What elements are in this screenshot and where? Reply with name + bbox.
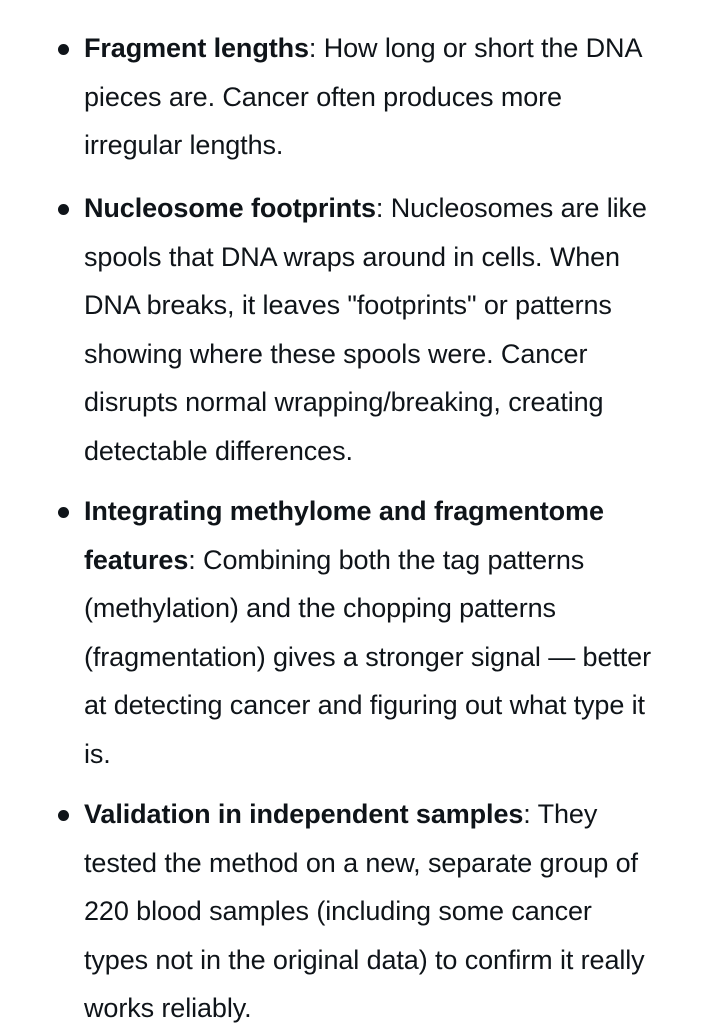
list-item-text bbox=[84, 487, 696, 778]
item-line: disrupts normal wrapping/breaking, creating bbox=[84, 387, 604, 417]
list-item-text bbox=[84, 790, 696, 1033]
list-item-text bbox=[84, 184, 696, 475]
bullet-dot bbox=[58, 810, 69, 821]
item-title: Validation in independent samples bbox=[84, 799, 524, 829]
bullet-dot bbox=[58, 44, 69, 55]
item-line: 220 blood samples (including some cancer bbox=[84, 896, 592, 926]
list-item-text bbox=[84, 24, 696, 170]
item-line: works reliably. bbox=[84, 993, 252, 1023]
item-line: showing where these spools were. Cancer bbox=[84, 338, 588, 369]
item-line: detectable differences. bbox=[84, 435, 353, 466]
item-line: irregular lengths. bbox=[84, 130, 284, 160]
item-line: : How long or short the DNA bbox=[308, 33, 643, 63]
item-line: : Combining both the tag patterns bbox=[188, 544, 585, 575]
item-title: Nucleosome footprints bbox=[84, 193, 376, 223]
item-line: (methylation) and the chopping patterns bbox=[84, 593, 556, 623]
item-title-line: Integrating methylome and fragmentome bbox=[84, 496, 604, 526]
item-title: Fragment lengths bbox=[84, 33, 309, 63]
item-line: pieces are. Cancer often produces more bbox=[84, 81, 562, 112]
bullet-dot bbox=[58, 204, 69, 215]
item-line: DNA breaks, it leaves "footprints" or patterns bbox=[84, 290, 612, 320]
item-line: (fragmentation) gives a stronger signal — better bbox=[84, 641, 651, 672]
item-title-line: features bbox=[84, 544, 189, 575]
bullet-dot bbox=[58, 507, 69, 518]
item-line: tested the method on a new, separate group of bbox=[84, 847, 638, 878]
item-line: : They bbox=[523, 799, 598, 829]
item-line: spools that DNA wraps around in cells. When bbox=[84, 241, 620, 272]
item-line: types not in the original data) to confirm it really bbox=[84, 944, 645, 975]
item-line: at detecting cancer and figuring out what type it bbox=[84, 690, 645, 720]
item-line: is. bbox=[84, 738, 111, 769]
item-line: : Nucleosomes are like bbox=[375, 193, 647, 223]
